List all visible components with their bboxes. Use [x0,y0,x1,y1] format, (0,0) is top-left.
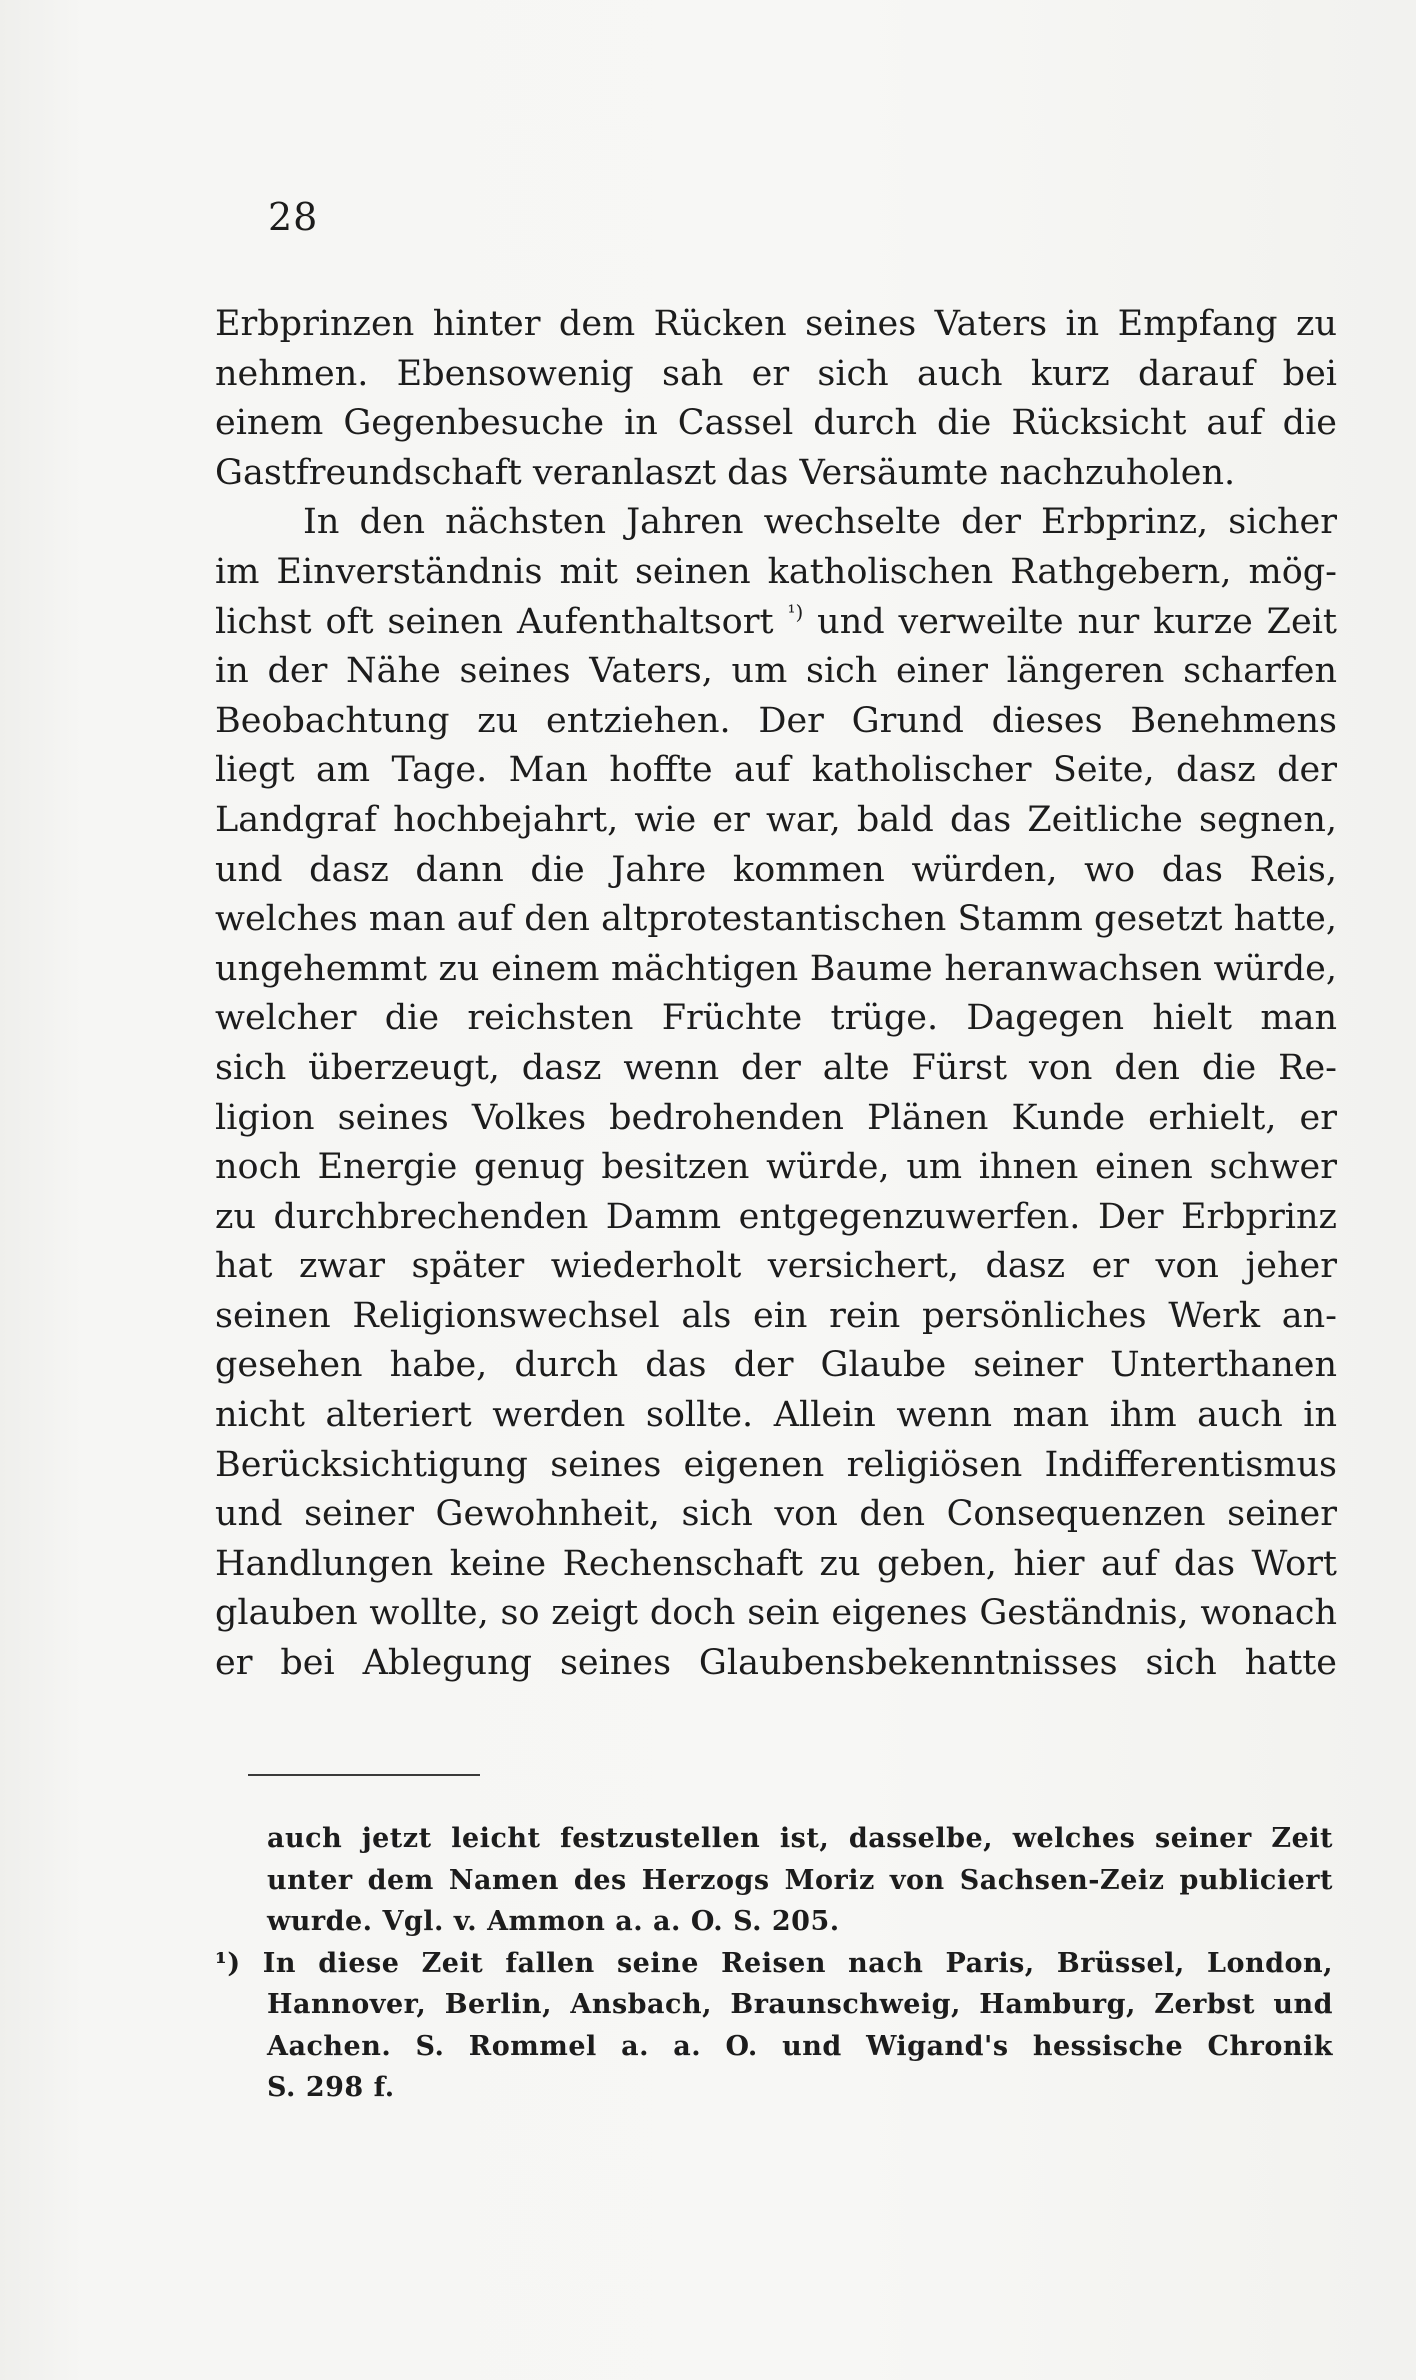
text-line: im Einverständnis mit seinen katholischen Rathgebern, mög- [215,551,1337,592]
footnote-line: S. 298 f. [267,2072,395,2103]
text-line: in der Nähe seines Vaters, um sich einer längeren scharfen [215,651,1337,692]
text-line: glauben wollte, so zeigt doch sein eigenes Geständnis, wonach [215,1593,1337,1634]
text-line: ligion seines Volkes bedrohenden Plänen Kunde erhielt, er [215,1097,1337,1138]
footnote-line: wurde. Vgl. v. Ammon a. a. O. S. 205. [267,1906,840,1937]
text-line: seinen Religionswechsel als ein rein persönliches Werk an- [215,1295,1337,1336]
main-text-block [215,300,1337,1689]
text-line: gesehen habe, durch das der Glaube seiner Unterthanen [215,1345,1337,1386]
text-line: Beobachtung zu entziehen. Der Grund dieses Benehmens [215,700,1337,741]
text-line: In den nächsten Jahren wechselte der Erbprinz, sicher [303,502,1337,543]
text-line: er bei Ablegung seines Glaubensbekenntnisses sich hatte [215,1643,1337,1684]
text-segment: lichst oft seinen Aufenthaltsort [215,601,774,642]
text-line: welches man auf den altprotestantischen Stamm gesetzt hatte, [215,899,1337,940]
text-line: liegt am Tage. Man hoffte auf katholischer Seite, dasz der [215,750,1337,791]
text-line: hat zwar später wiederholt versichert, dasz er von jeher [215,1246,1337,1287]
text-line: einem Gegenbesuche in Cassel durch die Rücksicht auf die [215,403,1337,444]
text-line: und seiner Gewohnheit, sich von den Consequenzen seiner [215,1494,1337,1535]
text-line: Erbprinzen hinter dem Rücken seines Vaters in Empfang zu [215,304,1337,344]
text-line: nehmen. Ebensowenig sah er sich auch kurz darauf bei [215,353,1337,394]
footnote-line: Aachen. S. Rommel a. a. O. und Wigand's hessische Chronik [267,2030,1333,2062]
footnote-separator-rule [248,1774,480,1776]
footnote-reference[interactable]: ¹) [787,599,804,624]
text-segment: und verweilte nur kurze Zeit [817,601,1337,642]
text-line: und dasz dann die Jahre kommen würden, wo das Reis, [215,849,1337,890]
footnote-line: Hannover, Berlin, Ansbach, Braunschweig, Hamburg, Zerbst und [267,1989,1333,2020]
text-line: Handlungen keine Rechenschaft zu geben, hier auf das Wort [215,1543,1337,1584]
text-line: nicht alteriert werden sollte. Allein wenn man ihm auch in [215,1395,1337,1436]
footnote-line: unter dem Namen des Herzogs Moriz von Sachsen-Zeiz publiciert [267,1864,1333,1896]
footnotes-block [215,1818,1333,2109]
text-line: noch Energie genug besitzen würde, um ihnen einen schwer [215,1147,1337,1188]
text-line: ungehemmt zu einem mächtigen Baume heranwachsen würde, [215,948,1337,989]
footnote-line: ¹) In diese Zeit fallen seine Reisen nach Paris, Brüssel, London, [215,1947,1333,1979]
text-line-with-footnote-ref [215,598,1337,648]
text-line: Landgraf hochbejahrt, wie er war, bald das Zeitliche segnen, [215,799,1337,840]
text-line: zu durchbrechenden Damm entgegenzuwerfen. Der Erbprinz [215,1196,1337,1237]
text-line: Berücksichtigung seines eigenen religiösen Indifferentismus [215,1444,1337,1485]
text-line: Gastfreundschaft veranlaszt das Versäumte nachzuholen. [215,452,1236,493]
text-line: welcher die reichsten Früchte trüge. Dagegen hielt man [215,998,1337,1039]
page-number: 28 [268,195,319,239]
text-line: sich überzeugt, dasz wenn der alte Fürst von den die Re- [215,1047,1337,1088]
footnote-line: auch jetzt leicht festzustellen ist, dasselbe, welches seiner Zeit [267,1823,1333,1854]
